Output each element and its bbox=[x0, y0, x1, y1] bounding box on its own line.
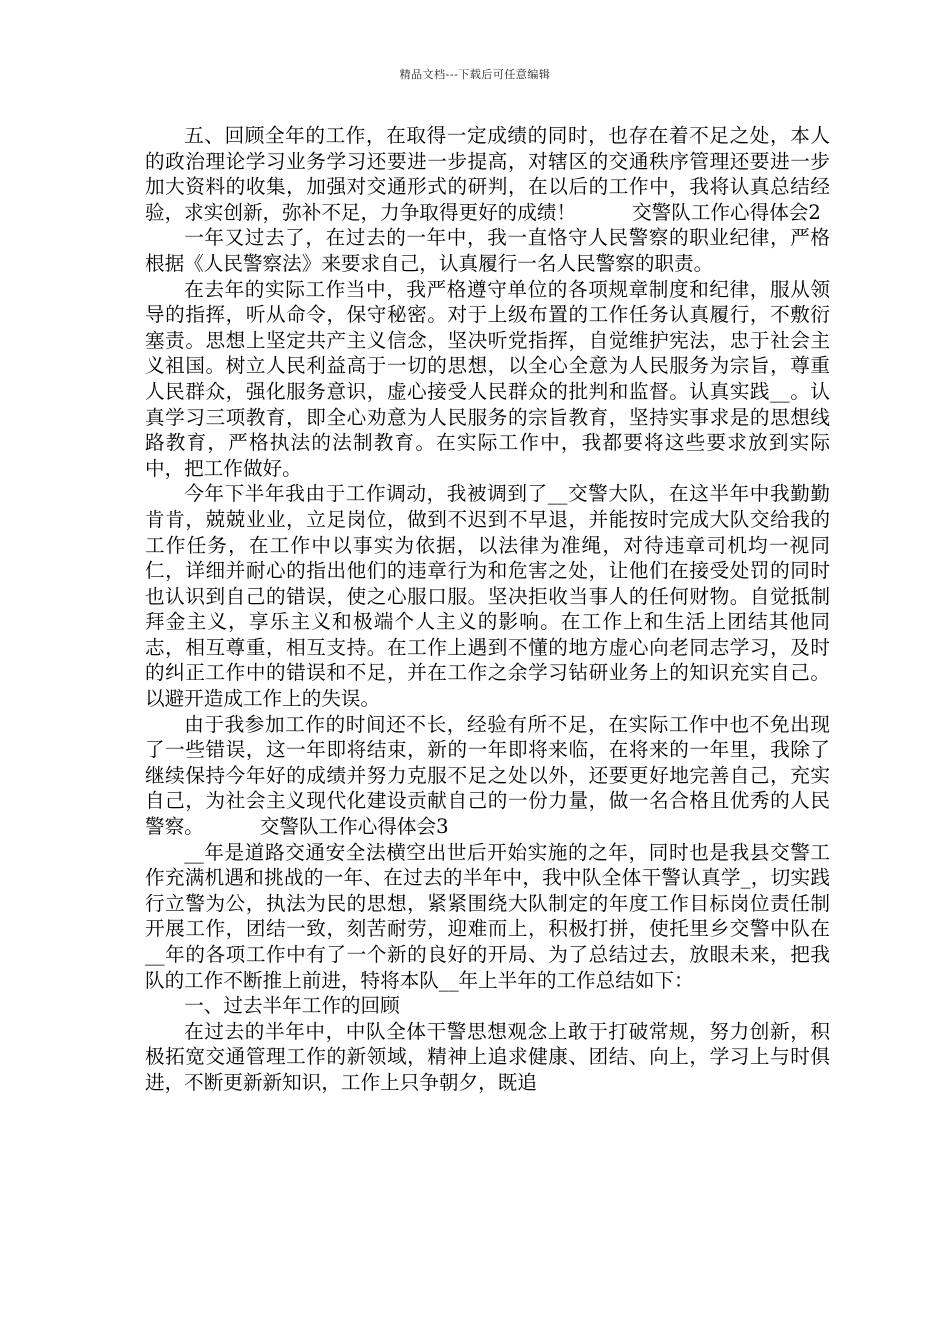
paragraph-text: 今年下半年我由于工作调动，我被调到了__交警大队，在这半年中我勤勤肯肯，兢兢业业，立足岗位，做到不迟到不早退，并能按时完成大队交给我的工作任务，在工作中以事实为依据，以法律为准绳，对待违章司机均一视同仁，详细并耐心的指出他们的违章行为和危害之处，让他们在接受处罚的同时也认识到自己的错误，使之心服口服。坚决拒收当事人的任何财物。自觉抵制拜金主义，享乐主义和极端个人主义的影响。在工作上和生活上团结其他同志，相互尊重，相互支持。在工作上遇到不懂的地方虚心向老同志学习，及时的纠正工作中的错误和不足，并在工作之余学习钻研业务上的知识充实自己。以避开造成工作上的失误。 bbox=[145, 482, 830, 711]
page-header: 精品文档---下载后可任意编辑 bbox=[399, 68, 551, 81]
paragraph bbox=[145, 993, 830, 1019]
section-heading: 一、过去半年工作的回顾 bbox=[184, 994, 400, 1018]
paragraph-text: __年是道路交通安全法横空出世后开始实施的之年，同时也是我县交警工作充满机遇和挑战的一年、在过去的半年中，我中队全体干警认真学_，切实践行立警为公，执法为民的思想，紧紧围绕大队制定的年度工作目标岗位责任制开展工作，团结一致，刻苦耐劳，迎难而上，积极打拼，使托里乡交警中队在__年的各项工作中有了一个新的良好的开局、为了总结过去，放眼未来，把我队的工作不断推上前进，特将本队__年上半年的工作总结如下： bbox=[145, 840, 830, 992]
document-body bbox=[145, 123, 830, 1096]
paragraph bbox=[145, 481, 830, 711]
paragraph bbox=[145, 225, 830, 276]
paragraph-text: 一年又过去了，在过去的一年中，我一直恪守人民警察的职业纪律，严格根据《人民警察法》来要求自己，认真履行一名人民警察的职责。 bbox=[145, 226, 830, 275]
paragraph-text: 五、回顾全年的工作，在取得一定成绩的同时，也存在着不足之处，本人的政治理论学习业务学习还要进一步提高，对辖区的交通秩序管理还要进一步加大资料的收集，加强对交通形式的研判，在以后的工作中，我将认真总结经验，求实创新，弥补不足，力争取得更好的成绩！ bbox=[145, 124, 830, 224]
paragraph-text: 在过去的半年中，中队全体干警思想观念上敢于打破常规，努力创新，积极拓宽交通管理工作的新领域，精神上追求健康、团结、向上，学习上与时俱进，不断更新新知识，工作上只争朝夕，既追 bbox=[145, 1019, 830, 1094]
paragraph bbox=[145, 277, 830, 482]
paragraph bbox=[145, 1019, 830, 1096]
section-title: 交警队工作心得体会2 bbox=[632, 200, 821, 224]
paragraph bbox=[145, 123, 830, 225]
paragraph bbox=[145, 840, 830, 994]
paragraph-text: 在去年的实际工作当中，我严格遵守单位的各项规章制度和纪律，服从领导的指挥，听从命令，保守秘密。对于上级布置的工作任务认真履行，不敷衍塞责。思想上坚定共产主义信念，坚决听党指挥，自觉维护宪法，忠于社会主义祖国。树立人民利益高于一切的思想，以全心全意为人民服务为宗旨，尊重人民群众，强化服务意识，虚心接受人民群众的批判和监督。认真实践__。认真学习三项教育，即全心劝意为人民服务的宗旨教育，坚持实事求是的思想线路教育，严格执法的法制教育。在实际工作中，我都要将这些要求放到实际中，把工作做好。 bbox=[145, 277, 830, 480]
paragraph-text: 由于我参加工作的时间还不长，经验有所不足，在实际工作中也不免出现了一些错误，这一年即将结束，新的一年即将来临，在将来的一年里，我除了继续保持今年好的成绩并努力克服不足之处以外，还要更好地完善自己，充实自己，为社会主义现代化建设贡献自己的一份力量，做一名合格且优秀的人民警察。 bbox=[145, 712, 830, 839]
paragraph bbox=[145, 712, 830, 840]
section-title: 交警队工作心得体会3 bbox=[259, 815, 449, 839]
